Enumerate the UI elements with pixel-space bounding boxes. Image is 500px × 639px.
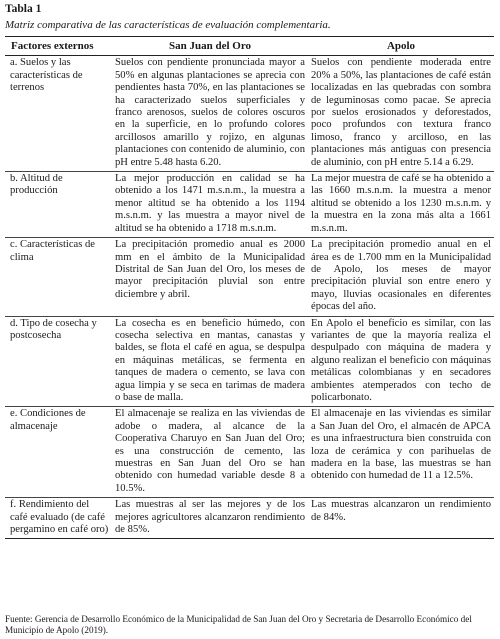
san-juan-cell: La precipitación promedio anual es 2000 mm en el ámbito de la Municipalidad Distrital de San Juan del Oro, los meses de mayor precipitación pluvial son entre diciembre y abril. [112, 238, 308, 316]
apolo-cell: Suelos con pendiente moderada entre 20% a 50%, las plantaciones de café están localizadas en las quebradas con sombra de leguminosas como pacae. Se aprecia por suelos erosionados y deforestados, poco profundos con textura franco limoso, franco y arcilloso, en las plantaciones más antiguas con presencia de aluminio, con pH entre 5.14 a 6.29. [308, 56, 494, 172]
source-note: Fuente: Gerencia de Desarrollo Económico de la Municipalidad de San Juan del Oro y Secretaria de Desarrollo Económico del Municipio de Apolo (2019). [5, 614, 472, 635]
san-juan-cell: Las muestras al ser las mejores y de los mejores agricultores alcanzaron rendimiento de 85%. [112, 498, 308, 539]
factor-cell: d. Tipo de cosecha y postcosecha [5, 316, 112, 407]
san-juan-cell: La cosecha es en beneficio húmedo, con cosecha selectiva en mantas, canastas y baldes, se flota el café en agua, se despulpa en máquinas metálicas, se fermenta en tanques de madera o cemento, se lava con agua limpia y se seca en tarimas de madera o base de malla. [112, 316, 308, 407]
comparison-table [5, 36, 494, 539]
table-title: Tabla 1 [5, 3, 42, 15]
apolo-cell: El almacenaje en las viviendas es similar a San Juan del Oro, el almacén de APCA es una infraestructura bien construida con loza de cerámica y con parihuelas de madera en la base, las muestras se han obtenido con humedad de 11 a 12.5%. [308, 407, 494, 498]
header-row [5, 37, 494, 56]
apolo-cell: La mejor muestra de café se ha obtenido a las 1660 m.s.n.m. la muestra a menor altitud se obtenido a los 1230 m.s.n.m. y la muestra en la zona más alta a 1661 m.s.n.m. [308, 172, 494, 238]
san-juan-cell: Suelos con pendiente pronunciada mayor a 50% en algunas plantaciones se aprecia con pendientes hasta 70%, en las plantaciones se ha caracterizado suelos superficiales y franco arenosos, suelos de colores oscuros en la superficie, en lo profundo colores arcillosos amarillo y rojizo, en algunas plantaciones con contenido de aluminio, con pH entre 5.48 hasta 6.20. [112, 56, 308, 172]
header-apolo: Apolo [308, 37, 494, 56]
factor-cell: a. Suelos y las características de terrenos [5, 56, 112, 172]
table-caption: Matriz comparativa de las características de evaluación complementaria. [5, 19, 331, 31]
table-row [5, 498, 494, 539]
factor-cell: c. Características de clima [5, 238, 112, 316]
san-juan-cell: La mejor producción en calidad se ha obtenido a los 1471 m.s.n.m., la muestra a menor altitud se ha obtenido a los 1194 m.s.n.m. y las muestra a mayor nivel de altitud se ha obtenido a 1718 m.s.n.m. [112, 172, 308, 238]
table-row [5, 172, 494, 238]
table-row [5, 316, 494, 407]
factor-cell: e. Condiciones de almacenaje [5, 407, 112, 498]
table-row [5, 407, 494, 498]
apolo-cell: Las muestras alcanzaron un rendimiento de 84%. [308, 498, 494, 539]
table-row [5, 238, 494, 316]
table-row [5, 56, 494, 172]
apolo-cell: En Apolo el beneficio es similar, con las variantes de que la mayoría realiza el despulpado con máquina de madera y alguno realizan el beneficio con máquinas metálicas colombianas y en secadores ambientes atemperados con techo de policarbonato. [308, 316, 494, 407]
apolo-cell: La precipitación promedio anual en el área es de 1.700 mm en la Municipalidad de Apolo, los meses de mayor precipitación pluvial son entre enero y mayo, lluvias ocasionales en diferentes épocas del año. [308, 238, 494, 316]
header-san-juan: San Juan del Oro [112, 37, 308, 56]
san-juan-cell: El almacenaje se realiza en las viviendas de adobe o madera, al alcance de la Cooperativa Charuyo en San Juan del Oro; es una construcción de cemento, las muestras en San Juan del Oro se han obtenido con humedad variable desde 8 a 10.5%. [112, 407, 308, 498]
header-factores: Factores externos [5, 37, 112, 56]
factor-cell: f. Rendimiento del café evaluado (de café pergamino en café oro) [5, 498, 112, 539]
factor-cell: b. Altitud de producción [5, 172, 112, 238]
